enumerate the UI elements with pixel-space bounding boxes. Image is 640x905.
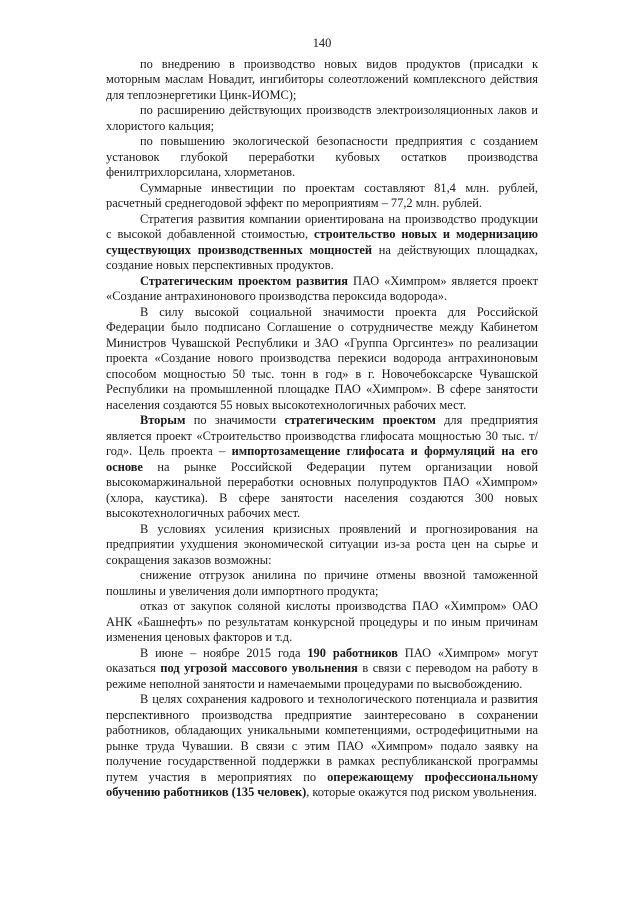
- text-run: В июне – ноябре 2015 года: [140, 645, 308, 660]
- paragraph: [106, 692, 538, 801]
- text-run: , которые окажутся под риском увольнения.: [306, 785, 538, 799]
- paragraph: В условиях усиления кризисных проявлений и прогнозирования на предприятии ухудшения экономической ситуации из-за роста цен на сырье и сокращения заказов возможны:: [106, 521, 538, 567]
- text-run: ПАО «Химпром» могут оказаться: [106, 645, 538, 675]
- bold-text: опережающему профессиональному обучению работников (135 человек): [106, 769, 539, 799]
- bold-text: строительство новых и модернизацию существующих производственных мощностей: [106, 227, 538, 257]
- paragraph: по внедрению в производство новых видов продуктов (присадки к моторным маслам Новадит, ингибиторы солеотложений комплексного действия для теплоэнергетики Цинк-ИОМС);: [106, 56, 538, 102]
- bold-text: 190 работников: [307, 645, 398, 660]
- paragraph: В силу высокой социальной значимости проекта для Российской Федерации было подписано Соглашение о сотрудничестве между Кабинетом Министров Чувашской Республики и ЗАО «Группа Оргсинтез» по реализации проекта «Создание нового производства перекиси водорода антрахиноновым способом мощностью 50 тыс. тонн в год» в г. Новочебоксарске Чувашской Республики на промышленной площадке ПАО «Химпром». В сфере занятости населения создаются 55 новых высокотехнологичных рабочих мест.: [106, 304, 538, 412]
- paragraph: по повышению экологической безопасности предприятия с созданием установок глубокой переработки кубовых остатков производства фенилтрихлорсилана, хлорметанов.: [106, 134, 538, 179]
- text-run: на действующих площадках, создание новых перспективных продуктов.: [106, 242, 539, 272]
- bold-text: импортозамещение глифосата и формуляций на его основе: [106, 444, 539, 474]
- document-page: [106, 36, 538, 801]
- paragraph: снижение отгрузок анилина по причине отмены ввозной таможенной пошлины и увеличения доли импортного продукта;: [106, 568, 538, 598]
- bold-text: стратегическим проектом: [284, 413, 436, 427]
- text-run: Стратегия развития компании ориентирована на производство продукции с высокой добавленной стоимостью,: [106, 211, 538, 241]
- bold-text: под угрозой массового увольнения: [160, 661, 358, 675]
- paragraph: по расширению действующих производств электроизоляционных лаков и хлористого кальция;: [106, 103, 538, 133]
- text-run: В целях сохранения кадрового и технологического потенциала и развития перспективного производства предприятие заинтересовано в сохранении работников, обладающих уникальными компетенциями, остродефицитными на рынке труда Чувашии. В связи с этим ПАО «Химпром» подало заявку на получение государственной поддержки в рамках республиканской программы путем участия в мероприятиях по: [106, 692, 538, 784]
- paragraph: [106, 646, 538, 693]
- text-run: по значимости: [185, 413, 285, 427]
- bold-text: Стратегическим проектом развития: [140, 273, 348, 288]
- paragraph: [106, 274, 538, 305]
- text-run: ПАО «Химпром» является проект «Создание антрахинонового производства пероксида водорода».: [106, 273, 539, 303]
- text-run: в связи с переводом на работу в режиме неполной занятости и намечаемыми процедурами по высвобождению.: [106, 661, 538, 691]
- bold-text: Вторым: [140, 413, 186, 427]
- text-run: на рынке Российской Федерации путем организации новой высокомаржинальной переработки основных полупродуктов ПАО «Химпром» (хлора, каустика). В сфере занятости населения создаются 300 новых высокотехнологичных рабочих мест.: [106, 459, 538, 520]
- paragraph: Суммарные инвестиции по проектам составляют 81,4 млн. рублей, расчетный среднегодовой эффект по мероприятиям – 77,2 млн. рублей.: [106, 180, 538, 210]
- paragraph: [106, 212, 538, 274]
- paragraph: [106, 413, 538, 522]
- page-number: 140: [312, 36, 332, 50]
- paragraph: отказ от закупок соляной кислоты производства ПАО «Химпром» ОАО АНК «Башнефть» по результатам конкурсной процедуры и по иным причинам изменения ценовых факторов и т.д.: [106, 599, 538, 644]
- text-run: для предприятия является проект «Строительство производства глифосата мощностью 30 тыс. т/год». Цель проекта –: [106, 413, 539, 458]
- document-body: [106, 57, 538, 801]
